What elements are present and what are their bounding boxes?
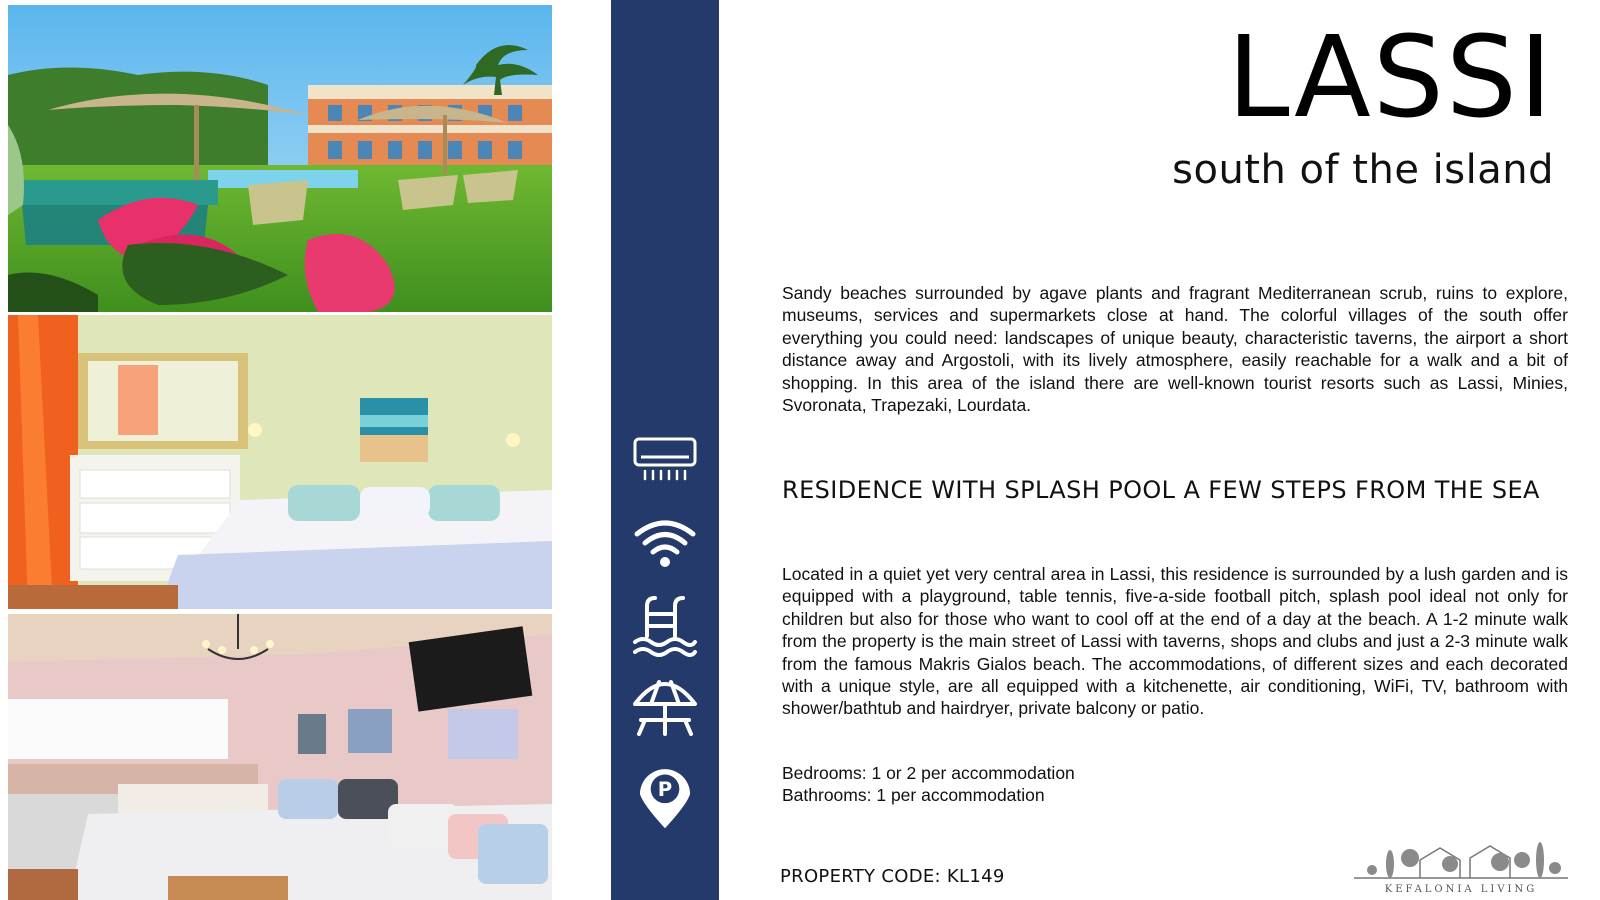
page-title: LASSI (1227, 13, 1554, 143)
beach-umbrella-icon (631, 672, 699, 740)
kefalonia-living-logo (1350, 834, 1572, 896)
logo-text: KEFALONIA LIVING (1384, 884, 1538, 895)
property-description: Located in a quiet yet very central area in Lassi, this residence is surrounded by a lush garden and is equipped with a playground, table tennis, five-a-side football pitch, splash pool ideal not only for children but also for those who want to cool off at the end of a day at the beach. A 1-2 minute walk from the property is the main street of Lassi with taverns, shops and clubs and just a 2-3 minute walk from the famous Makris Gialos beach. The accommodations, of different sizes and each decorated with a unique style, are all equipped with a kitchenette, air conditioning, WiFi, TV, bathroom with shower/bathtub and hairdryer, private balcony or patio. (782, 564, 1568, 719)
property-code: PROPERTY CODE: KL149 (780, 866, 1005, 887)
svg-text:P: P (657, 778, 673, 801)
page-subtitle: south of the island (1172, 147, 1554, 193)
bedroom-photo (8, 315, 552, 609)
parking-pin-icon (631, 762, 699, 830)
property-heading: RESIDENCE WITH SPLASH POOL A FEW STEPS FROM THE SEA (782, 476, 1540, 504)
air-conditioner-icon (631, 429, 699, 497)
swimming-pool-icon (631, 592, 699, 660)
bathrooms-info: Bathrooms: 1 per accommodation (782, 785, 1045, 805)
garden-pool-photo (8, 5, 552, 312)
wifi-icon (631, 510, 699, 578)
bedrooms-info: Bedrooms: 1 or 2 per accommodation (782, 763, 1075, 783)
amenities-sidebar (611, 0, 719, 900)
living-kitchen-photo (8, 614, 552, 900)
intro-paragraph: Sandy beaches surrounded by agave plants and fragrant Mediterranean scrub, ruins to explore, museums, services and supermarkets close at hand. The colorful villages of the south offer everything you could need: landscapes of unique beauty, characteristic taverns, the airport a short distance away and Argostoli, with its lively atmosphere, easily reachable for a walk and a bit of shopping. In this area of the island there are well-known tourist resorts such as Lassi, Minies, Svoronata, Trapezaki, Lourdata. (782, 283, 1568, 416)
